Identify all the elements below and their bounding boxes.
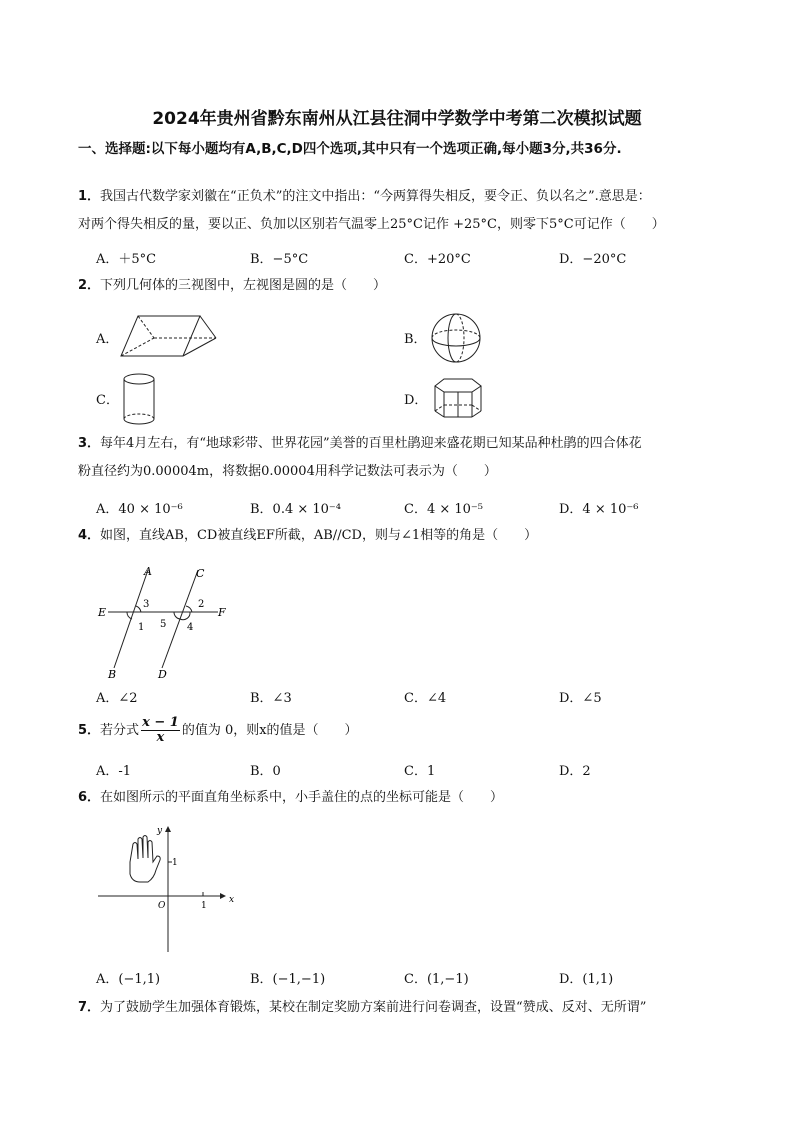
option-a[interactable]: A．∠2	[96, 691, 138, 706]
label-b: B	[108, 668, 117, 680]
question-number: 4．	[78, 528, 101, 543]
question-text: 对两个得失相反的量，要以正、负加以区别若气温零上25°C记作 +25°C，则零下5°C可记作（ ）	[78, 217, 665, 232]
question-text: 在如图所示的平面直角坐标系中，小手盖住的点的坐标可能是（ ）	[100, 790, 504, 805]
x-tick-1-label: 1	[201, 901, 207, 911]
question-text: 若分式	[100, 722, 140, 738]
option-b[interactable]: B．∠3	[250, 691, 292, 706]
page-title: 2024年贵州省黔东南州从江县往洞中学数学中考第二次模拟试题	[152, 109, 642, 129]
origin-label: O	[158, 901, 166, 911]
angle-3-label: 3	[143, 599, 150, 610]
question-text: 的值为 0，则x的值是（ ）	[181, 722, 358, 738]
question-4	[78, 522, 728, 550]
cylinder-icon	[120, 372, 158, 428]
options-q5	[96, 760, 736, 780]
question-3	[78, 430, 728, 486]
option-a[interactable]: A．	[96, 332, 119, 347]
label-f: F	[218, 606, 226, 619]
question-text: 如图，直线AB，CD被直线EF所截，AB//CD，则与∠1相等的角是（ ）	[100, 528, 538, 543]
question-number: 5．	[78, 722, 101, 738]
option-d[interactable]: D．	[404, 393, 428, 408]
question-text: 粉直径约为0.00004m，将数据0.00004用科学记数法可表示为（ ）	[78, 464, 497, 479]
hexagonal-prism-icon	[432, 376, 484, 420]
option-c[interactable]: C．∠4	[404, 691, 447, 706]
question-5	[78, 716, 728, 745]
question-number: 7．	[78, 1000, 101, 1015]
question-text: 为了鼓励学生加强体育锻炼，某校在制定奖励方案前进行问卷调查，设置“赞成、反对、无所谓”	[100, 1000, 647, 1015]
option-c[interactable]: C．+20°C	[404, 252, 471, 267]
question-text: 下列几何体的三视图中，左视图是圆的是（ ）	[100, 278, 387, 293]
options-q4	[96, 687, 736, 707]
question-text: 每年4月左右，有“地球彩带、世界花园”美誉的百里杜鹃迎来盛花期已知某品种杜鹃的四合体花	[100, 436, 642, 451]
label-d: D	[158, 668, 167, 680]
coordinate-plane-figure	[94, 822, 234, 954]
option-b[interactable]: B．(−1,−1)	[250, 972, 326, 987]
question-text: 我国古代数学家刘徽在“正负术”的注文中指出：“今两算得失相反，要令正、负以名之”.意思是：	[100, 189, 651, 204]
option-a[interactable]: A．＋5°C	[96, 252, 157, 267]
question-2	[78, 272, 728, 300]
question-7	[78, 994, 728, 1022]
option-c[interactable]: C．	[96, 393, 119, 408]
question-number: 6．	[78, 790, 101, 805]
fraction-denominator: x	[156, 730, 165, 745]
option-b[interactable]: B．0	[250, 764, 281, 779]
question-6	[78, 784, 728, 812]
option-c[interactable]: C．1	[404, 764, 436, 779]
hand-icon	[130, 836, 160, 883]
option-c[interactable]: C．(1,−1)	[404, 972, 469, 987]
label-e: E	[98, 606, 107, 619]
option-d[interactable]: D．(1,1)	[559, 972, 614, 987]
option-d[interactable]: D．4 × 10⁻⁶	[559, 502, 639, 517]
triangular-prism-icon	[118, 310, 218, 360]
fraction	[141, 716, 180, 745]
y-tick-1-label: 1	[172, 858, 178, 868]
option-c[interactable]: C．4 × 10⁻⁵	[404, 502, 483, 517]
angle-2-label: 2	[198, 599, 205, 610]
option-b[interactable]: B．−5°C	[250, 252, 309, 267]
options-q6	[96, 968, 736, 988]
label-a: A	[144, 565, 152, 578]
angle-1-label: 1	[138, 622, 145, 633]
y-axis-label: y	[157, 826, 163, 836]
label-c: C	[196, 567, 205, 580]
option-a[interactable]: A．(−1,1)	[96, 972, 161, 987]
angle-4-label: 4	[187, 622, 194, 633]
question-number: 3．	[78, 436, 101, 451]
sphere-icon	[430, 312, 482, 364]
option-d[interactable]: D．2	[559, 764, 591, 779]
option-d[interactable]: D．−20°C	[559, 252, 627, 267]
angle-5-label: 5	[160, 619, 167, 630]
parallel-lines-figure	[94, 562, 234, 680]
option-a[interactable]: A．-1	[96, 764, 132, 779]
option-b[interactable]: B．0.4 × 10⁻⁴	[250, 502, 342, 517]
option-a[interactable]: A．40 × 10⁻⁶	[96, 502, 183, 517]
section-heading: 一、选择题:以下每小题均有A,B,C,D四个选项,其中只有一个选项正确,每小题3分,共36分.	[78, 141, 622, 157]
option-d[interactable]: D．∠5	[559, 691, 602, 706]
question-number: 2．	[78, 278, 101, 293]
question-number: 1．	[78, 189, 101, 204]
fraction-numerator: x − 1	[142, 715, 179, 730]
options-q1	[96, 248, 736, 268]
option-b[interactable]: B．	[404, 332, 427, 347]
x-axis-label: x	[229, 895, 234, 905]
question-1	[78, 183, 728, 239]
options-q3	[96, 498, 736, 518]
